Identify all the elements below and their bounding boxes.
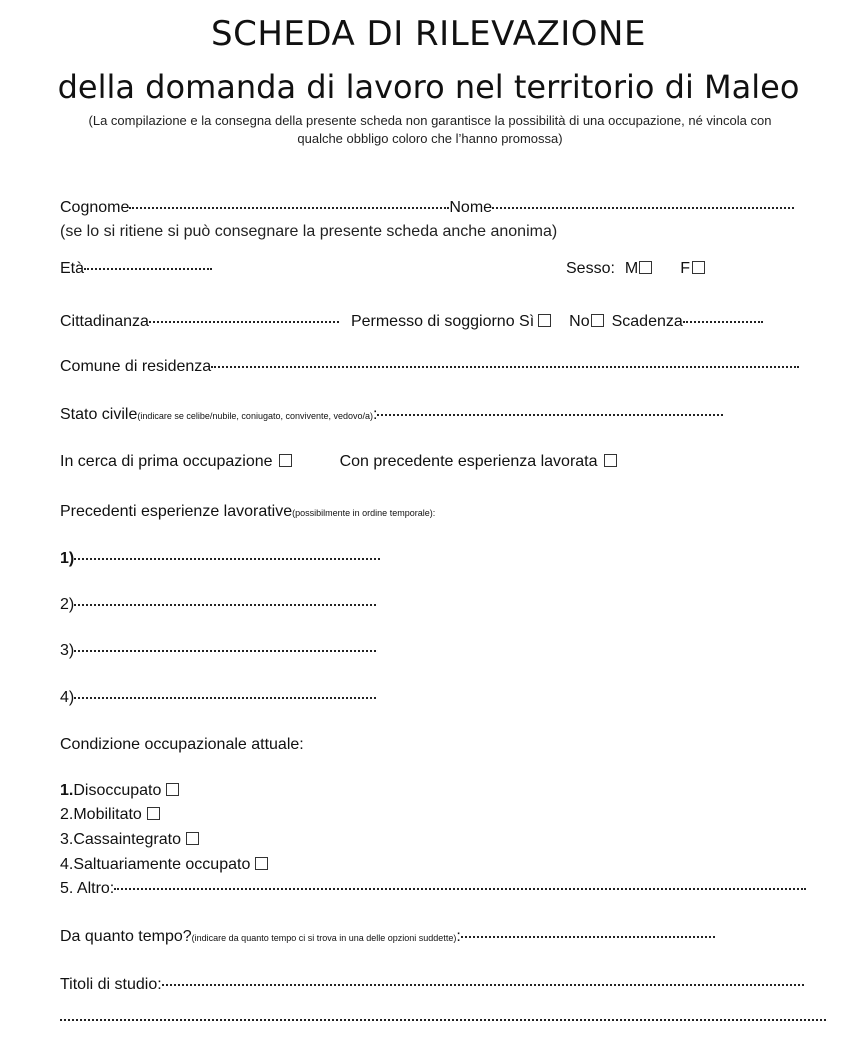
titoli-field[interactable] xyxy=(162,984,804,986)
nome-label: Nome xyxy=(449,199,493,216)
cittadinanza-field[interactable] xyxy=(149,321,339,323)
titoli-field-continuation[interactable] xyxy=(60,1019,826,1021)
eta-field[interactable] xyxy=(84,268,212,270)
condizione-option xyxy=(60,782,179,800)
esperienza-number: 1) xyxy=(60,550,75,567)
comune-field[interactable] xyxy=(211,366,799,368)
altro-label: 5. Altro: xyxy=(60,880,115,897)
esperienza-item xyxy=(60,689,376,707)
disclaimer xyxy=(40,112,820,148)
permesso-no-checkbox[interactable] xyxy=(591,314,604,327)
cittadinanza-row xyxy=(60,313,763,331)
disclaimer-line-1: (La compilazione e la consegna della presente scheda non garantisce la possibilità di una occupazione, né vincola con xyxy=(88,113,772,128)
condizione-label: Condizione occupazionale attuale: xyxy=(60,736,304,753)
stato-civile-row xyxy=(60,406,723,424)
titoli-row xyxy=(60,976,804,994)
esperienza-item xyxy=(60,596,376,614)
esperienza-field-4[interactable] xyxy=(74,697,376,699)
scadenza-field[interactable] xyxy=(683,321,763,323)
prima-occupazione-label: In cerca di prima occupazione xyxy=(60,453,273,470)
condizione-option-label: Cassaintegrato xyxy=(73,831,181,848)
comune-label: Comune di residenza xyxy=(60,358,212,375)
anonymous-note: (se lo si ritiene si può consegnare la presente scheda anche anonima) xyxy=(60,223,558,240)
form-subtitle: della domanda di lavoro nel territorio di Maleo xyxy=(57,68,800,106)
esperienza-field-3[interactable] xyxy=(74,650,376,652)
esperienze-label: Precedenti esperienze lavorative xyxy=(60,503,293,520)
nome-field[interactable] xyxy=(492,207,794,209)
altro-row xyxy=(60,880,806,898)
stato-civile-sep: : xyxy=(373,406,378,423)
sesso-f-label: F xyxy=(680,260,691,277)
esperienze-hint: (possibilmente in ordine temporale): xyxy=(292,508,436,518)
condizione-option xyxy=(60,806,160,824)
titoli-label: Titoli di studio: xyxy=(60,976,162,993)
stato-civile-hint: (indicare se celibe/nubile, coniugato, convivente, vedovo/a) xyxy=(137,411,374,421)
titoli-continuation-row xyxy=(60,1022,826,1024)
condizione-number: 2. xyxy=(60,806,74,823)
condizione-number: 3. xyxy=(60,831,74,848)
esperienza-field-1[interactable] xyxy=(74,558,380,560)
disoccupato-checkbox[interactable] xyxy=(166,783,179,796)
precedente-esperienza-label: Con precedente esperienza lavorata xyxy=(339,453,598,470)
altro-field[interactable] xyxy=(114,888,806,890)
occupazione-row xyxy=(60,453,617,471)
form-title: SCHEDA DI RILEVAZIONE xyxy=(211,14,646,54)
esperienza-field-2[interactable] xyxy=(74,604,376,606)
da-quanto-sep: : xyxy=(456,928,461,945)
mobilitato-checkbox[interactable] xyxy=(147,807,160,820)
esperienza-item xyxy=(60,642,376,660)
cognome-field[interactable] xyxy=(129,207,449,209)
cittadinanza-label: Cittadinanza xyxy=(60,313,149,330)
comune-row xyxy=(60,358,799,376)
condizione-option-label: Saltuariamente occupato xyxy=(73,856,251,873)
saltuariamente-checkbox[interactable] xyxy=(255,857,268,870)
da-quanto-hint: (indicare da quanto tempo ci si trova in una delle opzioni suddette) xyxy=(191,933,457,943)
disclaimer-line-2: qualche obbligo coloro che l’hanno promossa) xyxy=(297,131,563,146)
precedente-esperienza-checkbox[interactable] xyxy=(604,454,617,467)
esperienza-number: 3) xyxy=(60,642,75,659)
da-quanto-row xyxy=(60,928,715,946)
cognome-label: Cognome xyxy=(60,199,130,216)
condizione-option xyxy=(60,856,268,874)
esperienza-number: 2) xyxy=(60,596,75,613)
permesso-si-checkbox[interactable] xyxy=(538,314,551,327)
sesso-m-label: M xyxy=(624,260,639,277)
condizione-option-label: Disoccupato xyxy=(73,782,162,799)
da-quanto-field[interactable] xyxy=(461,936,715,938)
prima-occupazione-checkbox[interactable] xyxy=(279,454,292,467)
permesso-no-label: No xyxy=(569,313,590,330)
stato-civile-field[interactable] xyxy=(377,414,723,416)
cassaintegrato-checkbox[interactable] xyxy=(186,832,199,845)
permesso-label: Permesso di soggiorno Sì xyxy=(350,313,535,330)
sesso-f-checkbox[interactable] xyxy=(692,261,705,274)
condizione-option xyxy=(60,831,199,849)
stato-civile-label: Stato civile xyxy=(60,406,138,423)
esperienza-item xyxy=(60,550,380,568)
esperienza-number: 4) xyxy=(60,689,75,706)
condizione-number: 1. xyxy=(60,782,74,799)
sesso-m-checkbox[interactable] xyxy=(639,261,652,274)
sesso-label: Sesso: xyxy=(566,260,615,277)
da-quanto-label: Da quanto tempo? xyxy=(60,928,192,945)
sesso-group xyxy=(566,260,705,278)
scadenza-label: Scadenza xyxy=(611,313,683,330)
name-row xyxy=(60,199,794,217)
esperienze-heading xyxy=(60,503,435,521)
eta-row xyxy=(60,260,212,278)
eta-label: Età xyxy=(60,260,85,277)
condizione-option-label: Mobilitato xyxy=(73,806,142,823)
condizione-number: 4. xyxy=(60,856,74,873)
